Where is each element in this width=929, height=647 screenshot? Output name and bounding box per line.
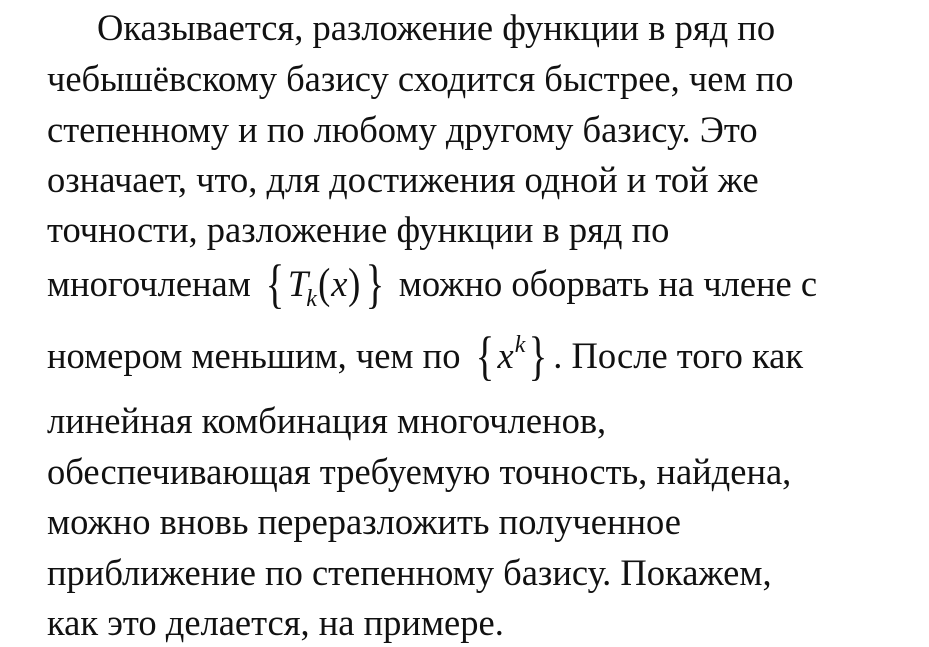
chebyshev-argument: x bbox=[331, 263, 348, 304]
text-line-7 bbox=[47, 326, 804, 386]
left-paren: ( bbox=[317, 261, 331, 308]
text-line-3: степенному и по любому другому базису. Это bbox=[47, 109, 758, 150]
chebyshev-symbol: T bbox=[287, 263, 309, 304]
right-brace: } bbox=[528, 326, 548, 386]
power-exponent: k bbox=[514, 332, 526, 358]
power-base: x bbox=[497, 335, 514, 376]
right-brace: } bbox=[365, 254, 385, 314]
text-line-6 bbox=[47, 254, 818, 314]
text-line-4: означает, что, для достижения одной и той же bbox=[47, 159, 759, 200]
text-line-7-start: номером меньшим, чем по bbox=[47, 335, 461, 376]
text-line-9: обеспечивающая требуемую точность, найдена, bbox=[47, 451, 792, 492]
text-line-12: как это делается, на примере. bbox=[47, 602, 504, 643]
chebyshev-set-formula bbox=[262, 254, 388, 314]
chebyshev-index: k bbox=[306, 286, 317, 312]
text-line-6-start: многочленам bbox=[47, 263, 251, 304]
text-line-7-end: . После того как bbox=[553, 335, 804, 376]
left-brace: { bbox=[475, 326, 494, 386]
text-line-5: точности, разложение функции в ряд по bbox=[47, 209, 670, 250]
text-line-6-end: можно оборвать на члене с bbox=[398, 263, 818, 304]
power-set-formula bbox=[472, 326, 552, 386]
text-line-11: приближение по степенному базису. Покажем, bbox=[47, 552, 772, 593]
text-line-10: можно вновь переразложить полученное bbox=[47, 501, 681, 542]
text-line-8: линейная комбинация многочленов, bbox=[47, 400, 607, 441]
right-paren: ) bbox=[348, 261, 361, 308]
text-line-1: Оказывается, разложение функции в ряд по bbox=[97, 7, 776, 48]
text-line-2: чебышёвскому базису сходится быстрее, чем по bbox=[47, 58, 794, 99]
left-brace: { bbox=[265, 254, 285, 314]
